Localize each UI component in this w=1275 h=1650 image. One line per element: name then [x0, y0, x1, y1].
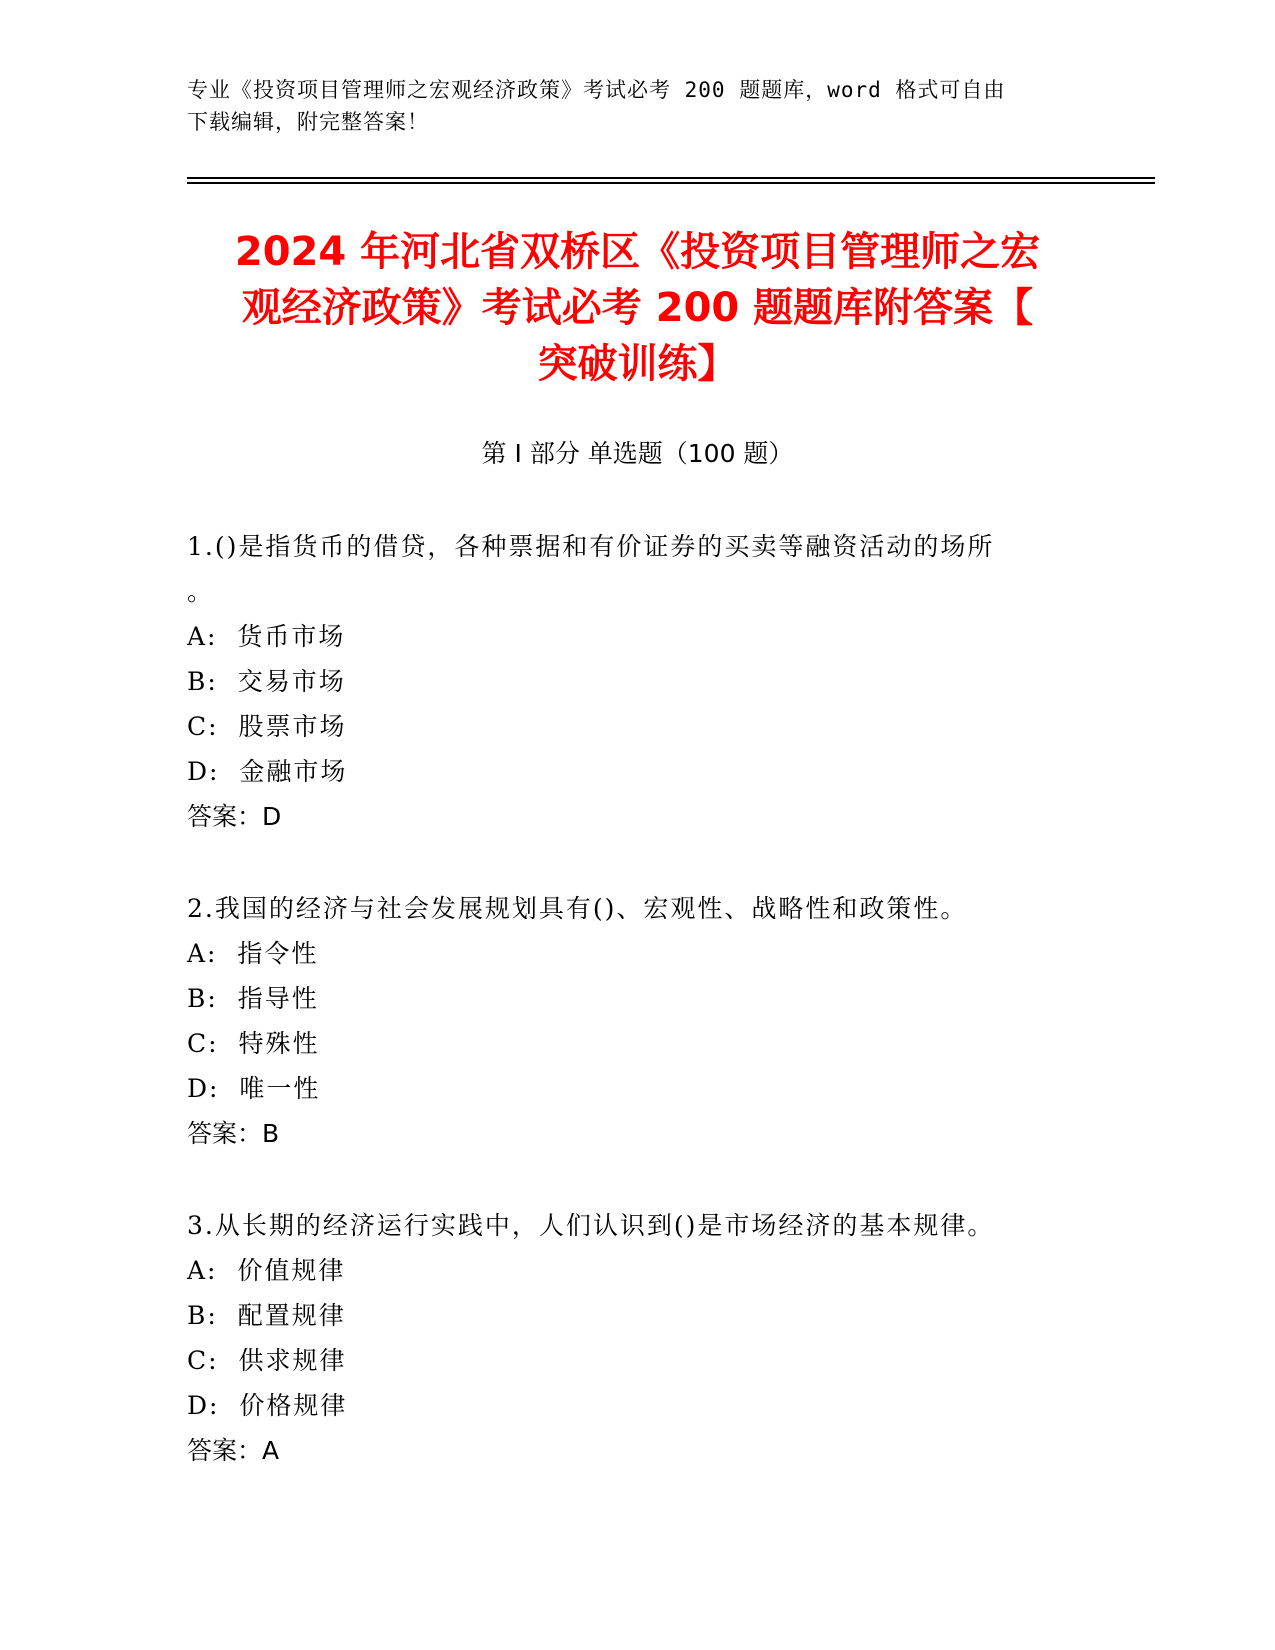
option-a: A: 价值规律	[187, 1256, 346, 1285]
question-stem: 1.()是指货币的借贷，各种票据和有价证券的买卖等融资活动的场所	[187, 532, 995, 561]
answer: 答案：A	[187, 1436, 280, 1465]
document-title-line-3: 突破训练】	[537, 341, 738, 387]
answer: 答案：D	[187, 802, 282, 831]
document-title-line-2: 观经济政策》考试必考 200 题题库附答案【	[241, 285, 1034, 331]
option-a: A: 指令性	[187, 939, 319, 968]
option-c: C: 特殊性	[187, 1029, 320, 1058]
answer: 答案：B	[187, 1119, 280, 1148]
section-title: 第 I 部分 单选题（100 题）	[481, 439, 794, 468]
option-b: B: 配置规律	[187, 1301, 346, 1330]
option-d: D: 价格规律	[187, 1391, 348, 1420]
option-b: B: 交易市场	[187, 667, 346, 696]
option-c: C: 供求规律	[187, 1346, 347, 1375]
option-b: B: 指导性	[187, 984, 319, 1013]
header-note	[187, 74, 1087, 138]
question-stem: 3.从长期的经济运行实践中，人们认识到()是市场经济的基本规律。	[187, 1211, 995, 1240]
header-divider-thick	[187, 182, 1155, 184]
document-title-line-1: 2024 年河北省双桥区《投资项目管理师之宏	[234, 229, 1041, 275]
question-1	[187, 524, 1067, 839]
question-stem-continuation: 。	[187, 577, 215, 606]
option-a: A: 货币市场	[187, 622, 346, 651]
header-divider-thin	[187, 177, 1155, 179]
question-2	[187, 886, 1067, 1156]
option-d: D: 金融市场	[187, 757, 348, 786]
question-3	[187, 1203, 1067, 1473]
question-stem: 2.我国的经济与社会发展规划具有()、宏观性、战略性和政策性。	[187, 894, 968, 923]
header-note-line-1: 专业《投资项目管理师之宏观经济政策》考试必考 200 题题库，word 格式可自由	[187, 78, 1006, 102]
option-d: D: 唯一性	[187, 1074, 321, 1103]
header-note-line-2: 下载编辑，附完整答案！	[187, 110, 429, 134]
document-title	[170, 224, 1105, 392]
option-c: C: 股票市场	[187, 712, 347, 741]
